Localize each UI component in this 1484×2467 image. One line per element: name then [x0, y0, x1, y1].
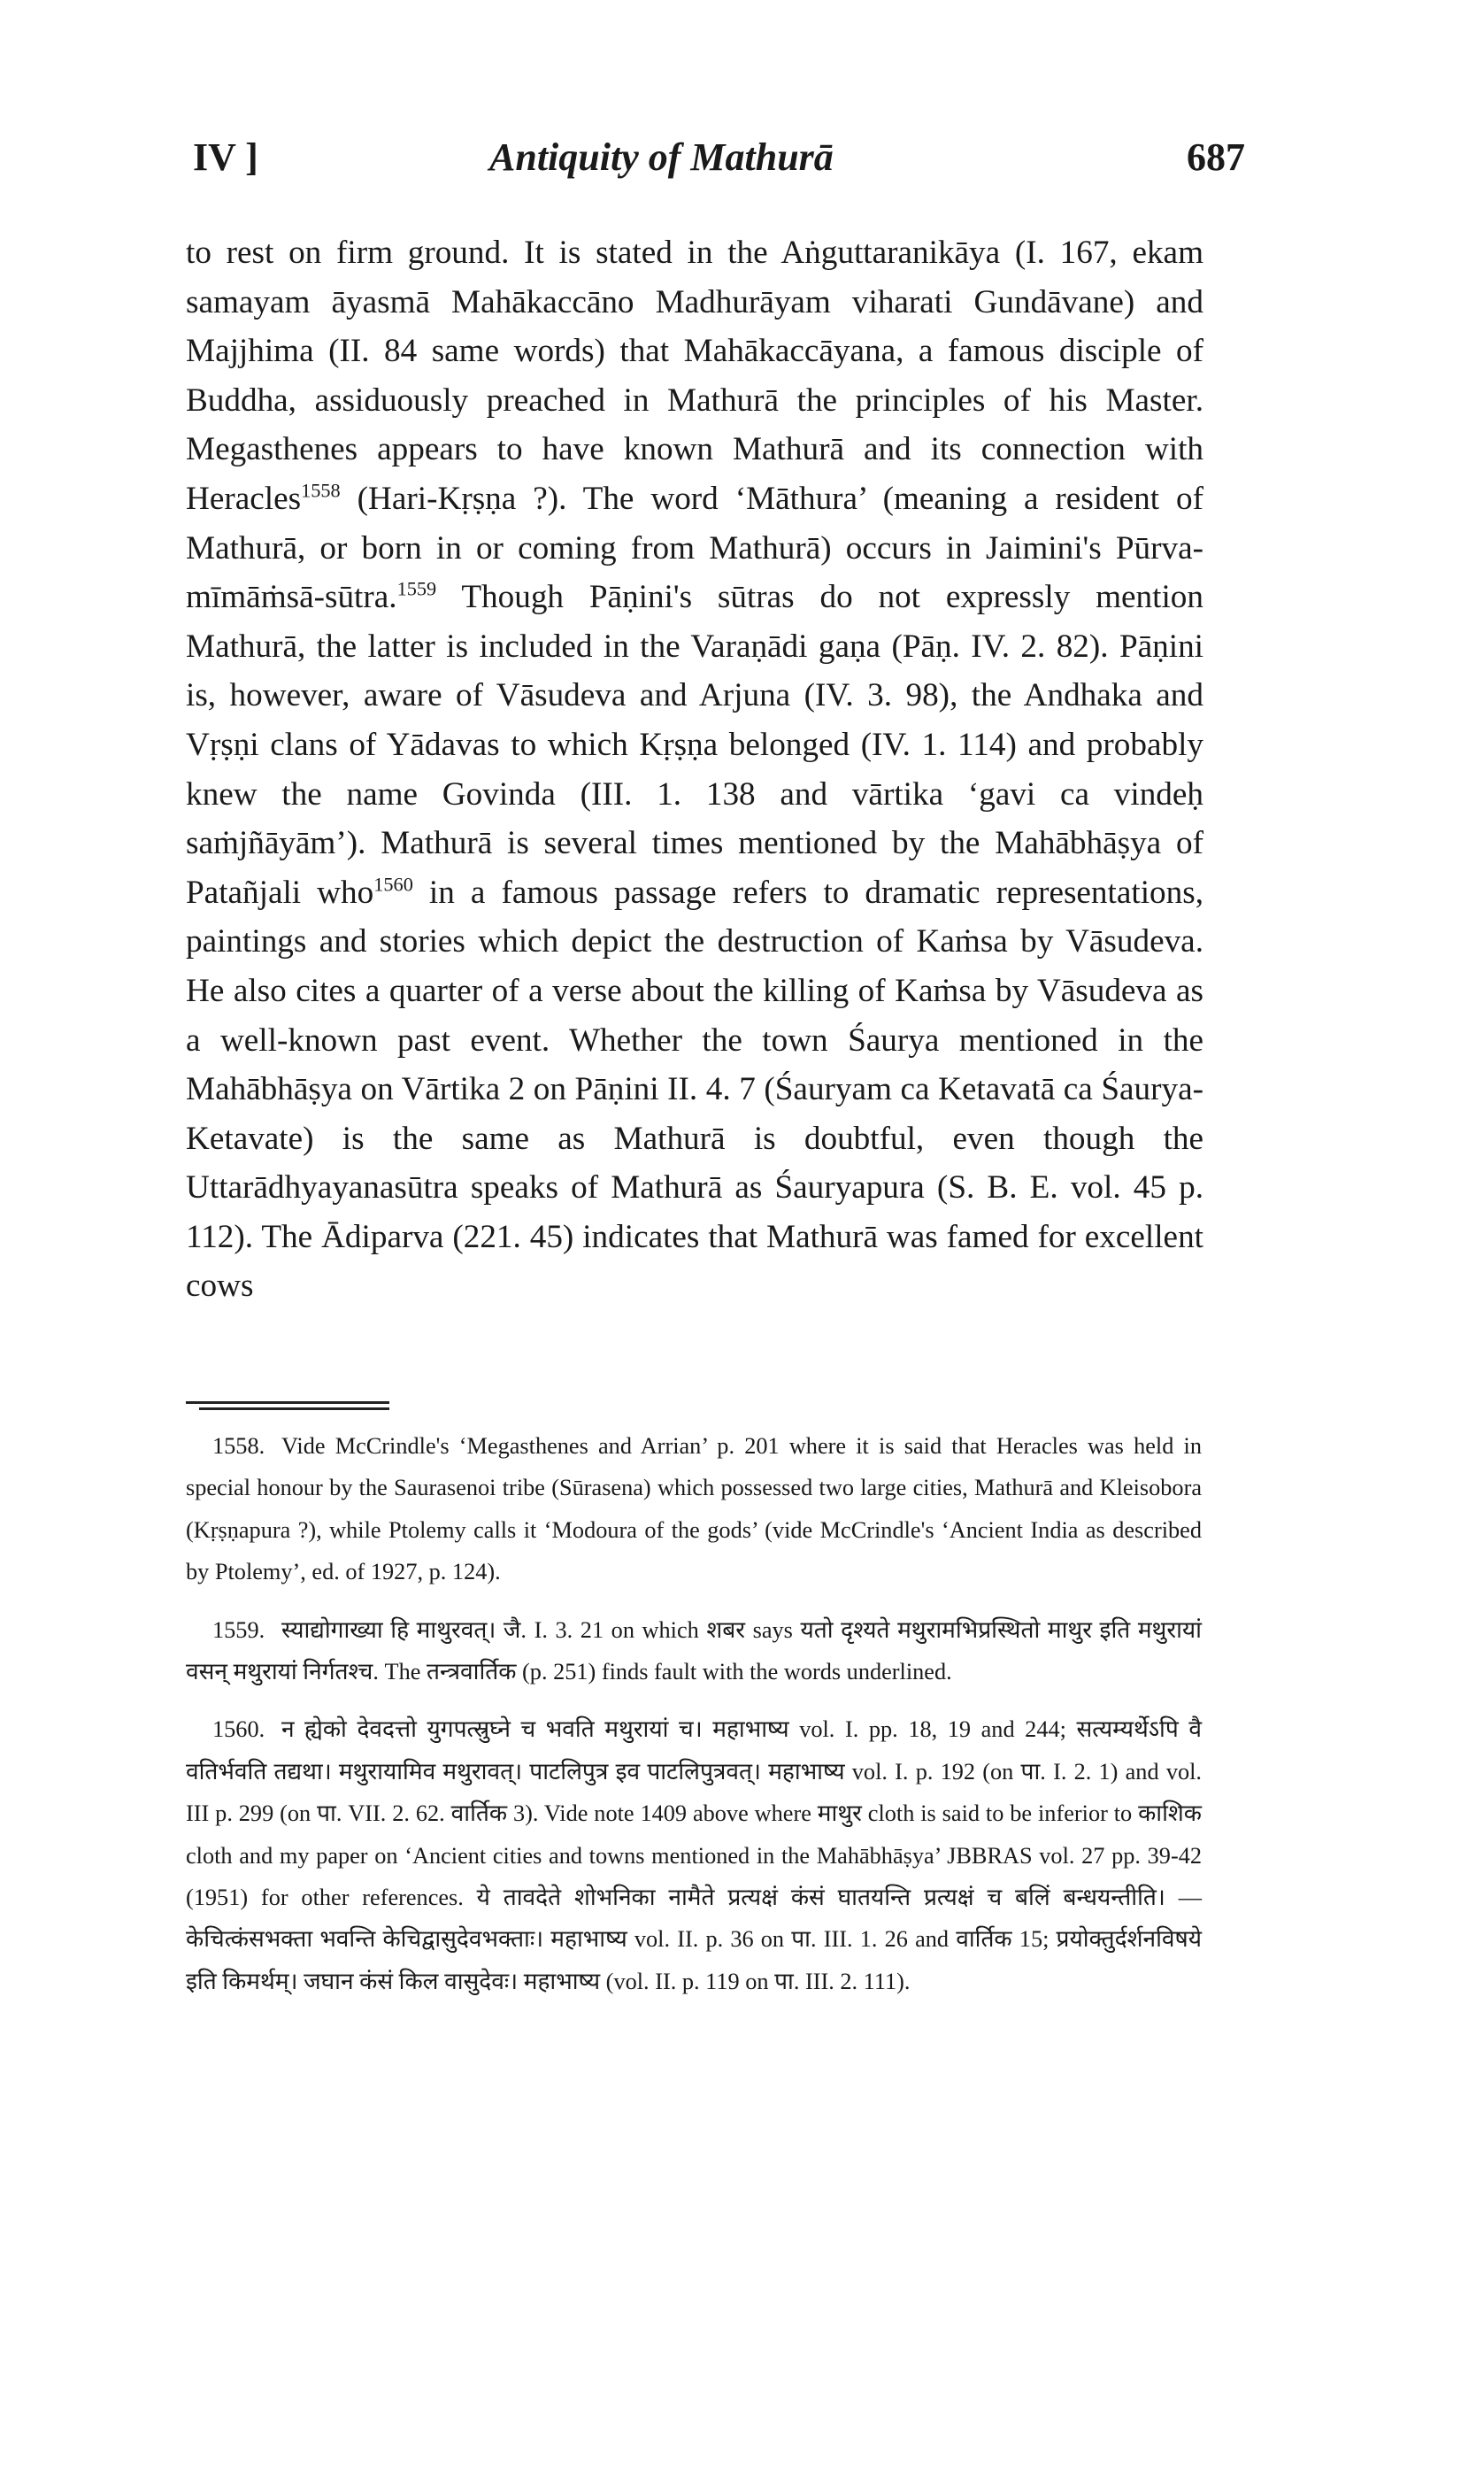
- chapter-marker: IV ]: [193, 135, 258, 179]
- footnote-text: न ह्येको देवदत्तो युगपत्स्रुघ्ने च भवति मथुरायां च। महाभाष्य vol. I. pp. 18, 19 and 244; सत्यम्यर्थेऽपि वै वतिर्भवति तद्यथा। मथुरायामिव मथुरावत्। पाटलिपुत्र इव पाटलिपुत्रवत्। महाभाष्य vol. I. p. 192 (on पा. I. 2. 1) and vol. III p. 299 (on पा. VII. 2. 62. वार्तिक 3). Vide note 1409 above where माथुर cloth is said to be inferior to काशिक cloth and my paper on ‘Ancient cities and towns mentioned in the Mahābhāṣya’ JBBRAS vol. 27 pp. 39-42 (1951) for other references. ये तावदेते शोभनिका नामैते प्रत्यक्षं कंसं घातयन्ति प्रत्यक्षं च बलिं बन्धयन्तीति। — केचित्कंसभक्ता भवन्ति केचिद्वासुदेवभक्ताः। महाभाष्य vol. II. p. 36 on पा. III. 1. 26 and वार्तिक 15; प्रयोक्तुर्दर्शनविषये इति किमर्थम्। जघान कंसं किल वासुदेवः। महाभाष्य (vol. II. p. 119 on पा. III. 2. 111).: [186, 1716, 1202, 1994]
- footnote-rule: [186, 1401, 389, 1404]
- footnote-number: 1559.: [212, 1616, 265, 1643]
- body-segment-4: in a famous passage refers to dramatic representations, paintings and stories which depict the destruction of Kaṁsa by Vāsudeva. He also cites a quarter of a verse about the killing of Kaṁsa by Vāsudeva as a well-known past event. Whether the town Śaurya mentioned in the Mahābhāṣya on Vārtika 2 on Pāṇini II. 4. 7 (Śauryam ca Ketavatā ca Śaurya-Ketavate) is the same as Mathurā is doubtful, even though the Uttarādhyayanasūtra speaks of Mathurā as Śauryapura (S. B. E. vol. 45 p. 112). The Ādiparva (221. 45) indicates that Mathurā was famed for excellent cows: [186, 874, 1203, 1305]
- footnote-ref-1558: 1558: [301, 479, 341, 502]
- footnote-ref-1559: 1559: [396, 577, 437, 600]
- body-segment-3: Though Pāṇini's sūtras do not expressly mention Mathurā, the latter is included in the Varaṇādi gaṇa (Pāṇ. IV. 2. 82). Pāṇini is, however, aware of Vāsudeva and Arjuna (IV. 3. 98), the Andhaka and Vṛṣṇi clans of Yādavas to which Kṛṣṇa belonged (IV. 1. 114) and probably knew the name Govinda (III. 1. 138 and vārtika ‘gavi ca vindeḥ saṁjñāyām’). Mathurā is several times mentioned by the Mahābhāṣya of Patañjali who: [186, 579, 1203, 911]
- footnote-text: स्याद्योगाख्या हि माथुरवत्। जै. I. 3. 21 on which शबर says यतो दृश्यते मथुरामभिप्रस्थितो माथुर इति मथुरायां वसन् मथुरायां निर्गतश्च. The तन्त्रवार्तिक (p. 251) finds fault with the words underlined.: [186, 1616, 1202, 1685]
- footnote-1560: [186, 1708, 1202, 2002]
- body-segment-2: (Hari-Kṛṣṇa ?). The word ‘Māthura’ (meaning a resident of Mathurā, or born in or coming from Mathurā) occurs in Jaimini's Pūrva-mīmāṁsā-sūtra.: [186, 480, 1203, 616]
- page-number: 687: [1187, 135, 1245, 179]
- footnote-rule-second: [199, 1407, 389, 1410]
- footnote-number: 1558.: [212, 1433, 265, 1459]
- footnote-number: 1560.: [212, 1716, 265, 1743]
- main-text: [186, 228, 1203, 1311]
- running-header: [193, 135, 1245, 188]
- body-segment-1: to rest on firm ground. It is stated in the Aṅguttaranikāya (I. 167, ekam samayam āyasmā Mahākaccāno Madhurāyam viharati Gundāvane) and Majjhima (II. 84 same words) that Mahākaccāyana, a famous disciple of Buddha, assiduously preached in Mathurā the principles of his Master. Megasthenes appears to have known Mathurā and its connection with Heracles: [186, 235, 1203, 517]
- running-title: Antiquity of Mathurā: [489, 135, 834, 179]
- footnote-1559: [186, 1609, 1202, 1693]
- footnote-1558: [186, 1425, 1202, 1593]
- footnote-ref-1560: 1560: [373, 873, 413, 896]
- body-paragraph: [186, 228, 1203, 1311]
- footnotes: [186, 1425, 1202, 2018]
- footnote-text: Vide McCrindle's ‘Megasthenes and Arrian’ p. 201 where it is said that Heracles was held in special honour by the Saurasenoi tribe (Sūrasena) which possessed two large cities, Mathurā and Kleisobora (Kṛṣṇapura ?), while Ptolemy calls it ‘Modoura of the gods’ (vide McCrindle's ‘Ancient India as described by Ptolemy’, ed. of 1927, p. 124).: [186, 1433, 1202, 1585]
